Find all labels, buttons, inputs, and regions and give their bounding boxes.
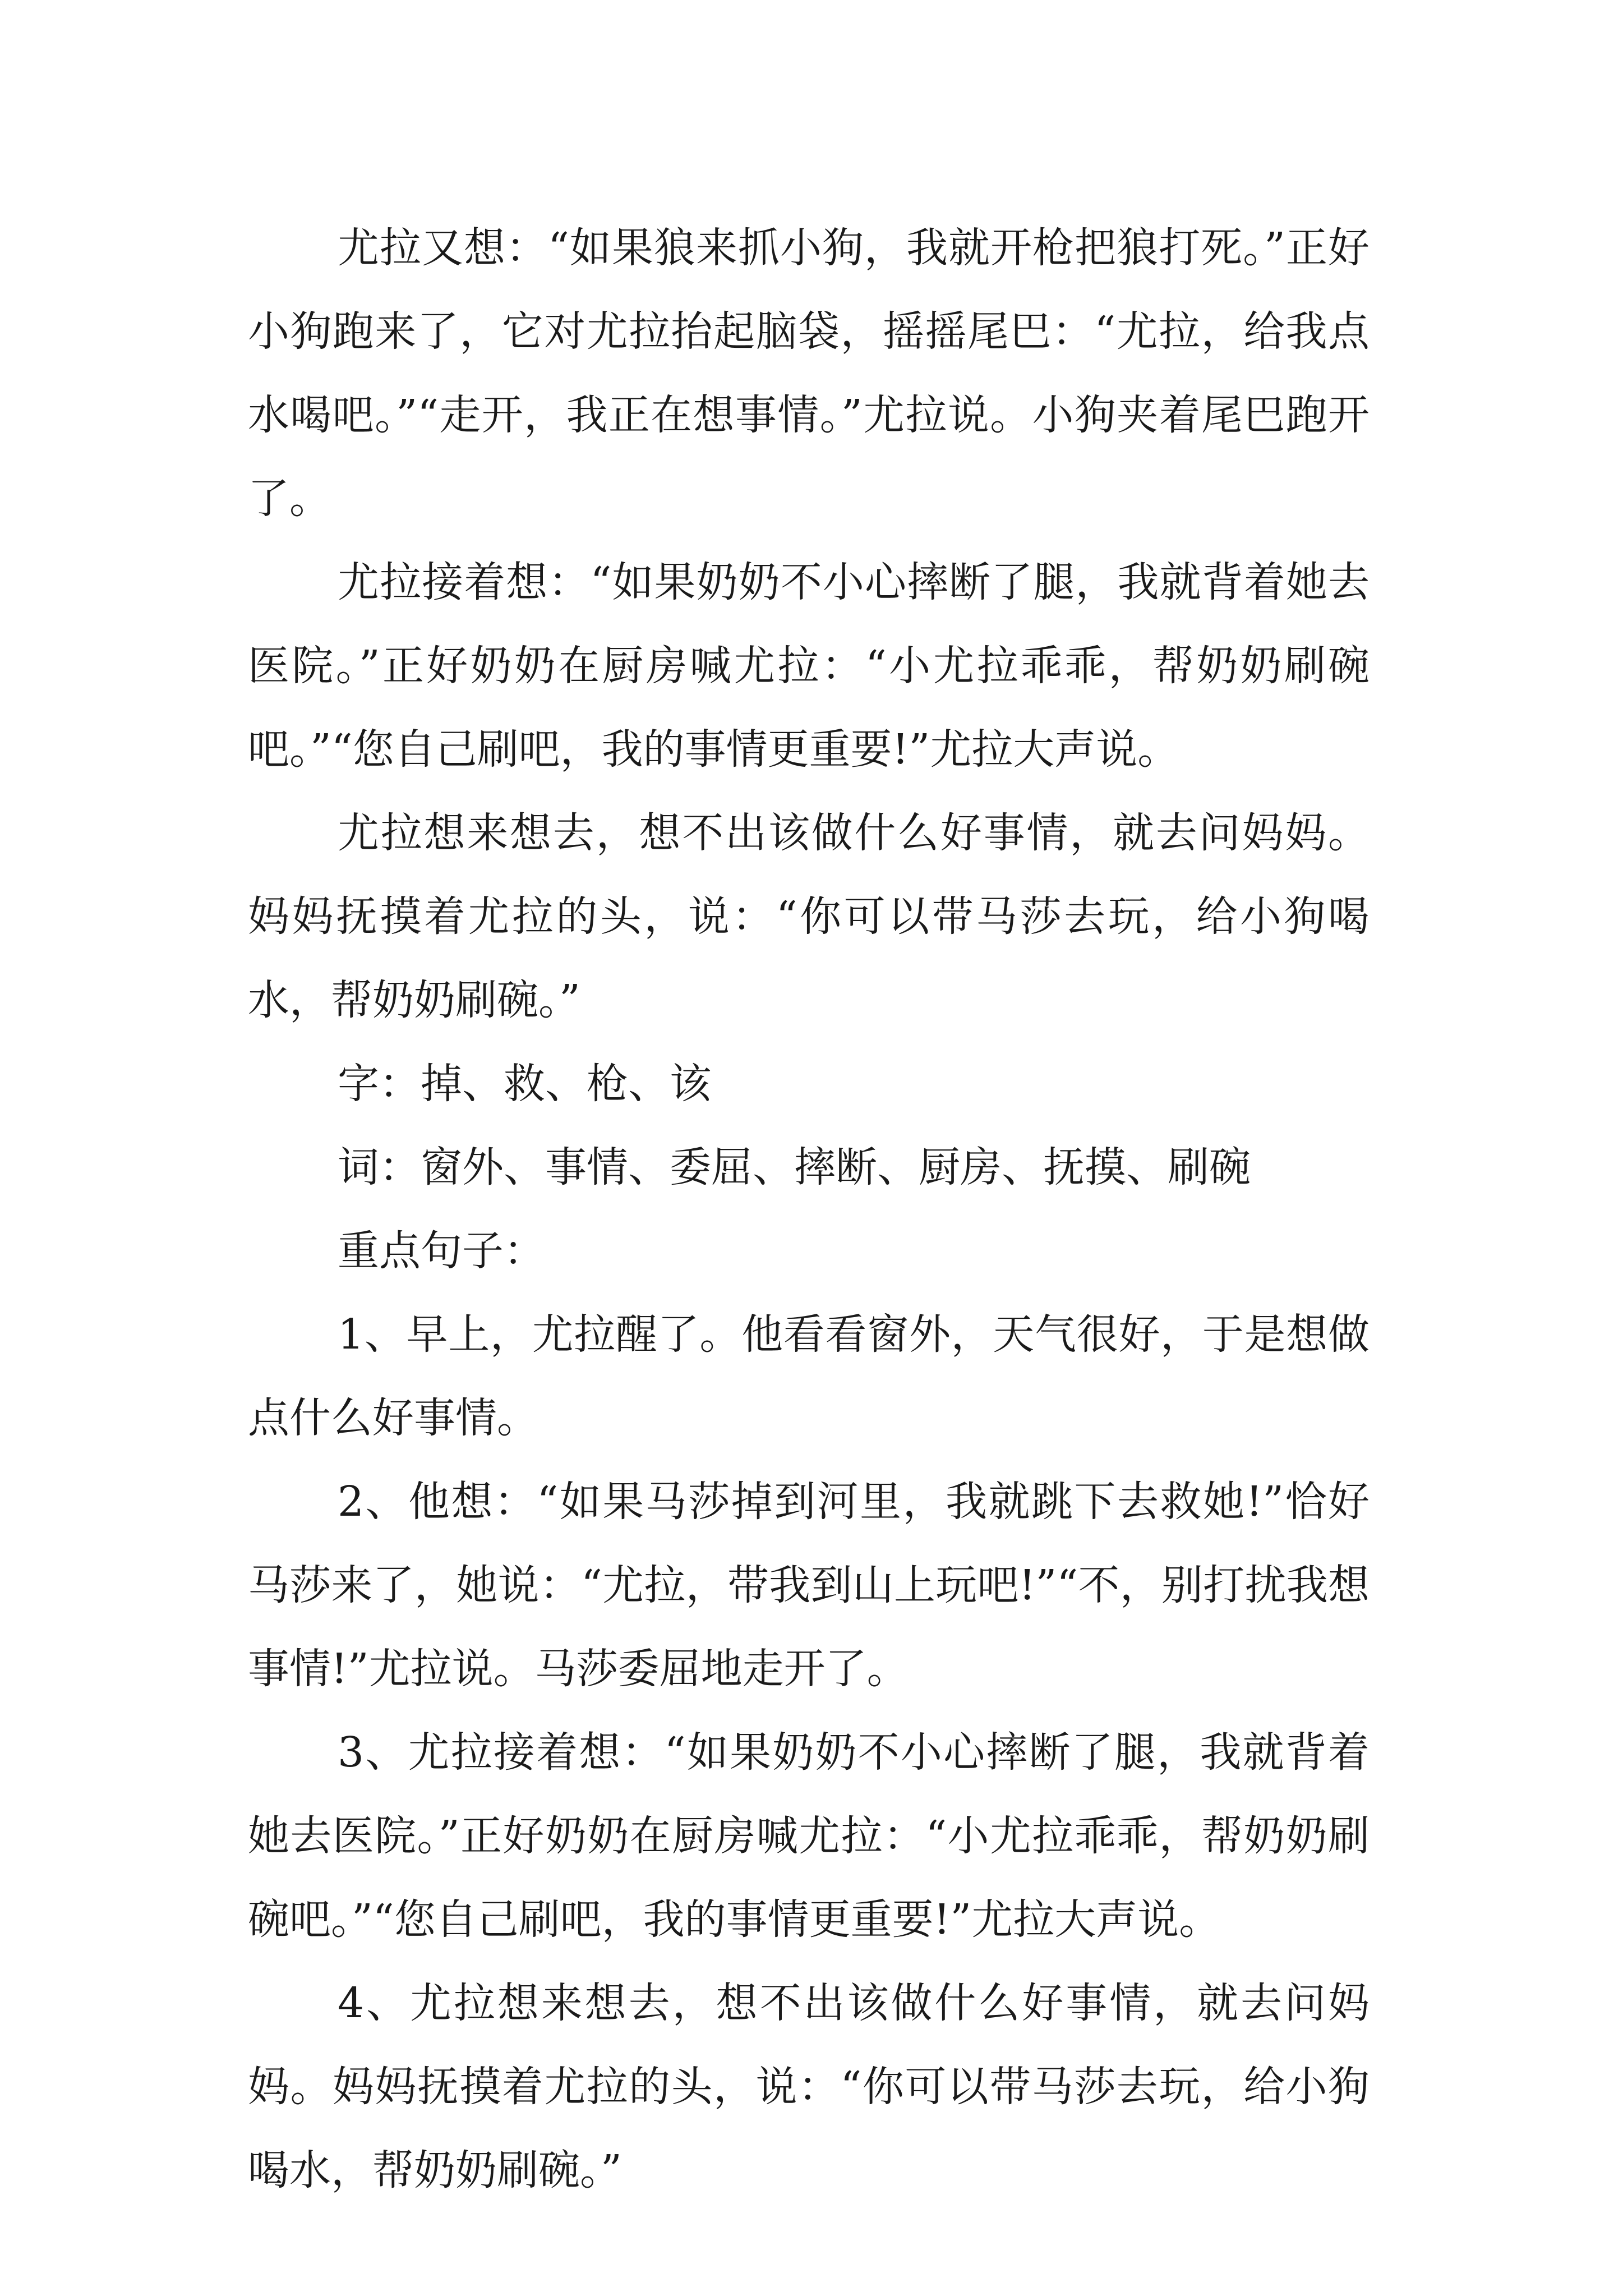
document-body	[248, 206, 1370, 2212]
key-sentence-4: 4、尤拉想来想去，想不出该做什么好事情，就去问妈妈。妈妈抚摸着尤拉的头，说：“你可以带马莎去玩，给小狗喝水，帮奶奶刷碗。”	[248, 1979, 1370, 2194]
words-list: 词：窗外、事情、委屈、摔断、厨房、抚摸、刷碗	[338, 1143, 1251, 1191]
key-sentence-1: 1、早上，尤拉醒了。他看看窗外，天气很好，于是想做点什么好事情。	[248, 1310, 1370, 1442]
paragraph-wolf-dog: 尤拉又想：“如果狼来抓小狗，我就开枪把狼打死。”正好小狗跑来了，它对尤拉抬起脑袋，摇摇尾巴：“尤拉，给我点水喝吧。”“走开，我正在想事情。”尤拉说。小狗夹着尾巴跑开了。	[248, 224, 1370, 523]
key-sentence-3: 3、尤拉接着想：“如果奶奶不小心摔断了腿，我就背着她去医院。”正好奶奶在厨房喊尤拉：“小尤拉乖乖，帮奶奶刷碗吧。”“您自己刷吧，我的事情更重要!”尤拉大声说。	[248, 1728, 1370, 1944]
key-sentence-2: 2、他想：“如果马莎掉到河里，我就跳下去救她!”恰好马莎来了，她说：“尤拉，带我到山上玩吧!”“不，别打扰我想事情!”尤拉说。马莎委屈地走开了。	[248, 1478, 1370, 1693]
characters-list: 字：掉、救、枪、该	[338, 1060, 711, 1108]
paragraph-ask-mom: 尤拉想来想去，想不出该做什么好事情，就去问妈妈。妈妈抚摸着尤拉的头，说：“你可以带马莎去玩，给小狗喝水，帮奶奶刷碗。”	[248, 809, 1370, 1024]
key-sentences-heading: 重点句子：	[338, 1227, 545, 1275]
paragraph-grandma: 尤拉接着想：“如果奶奶不小心摔断了腿，我就背着她去医院。”正好奶奶在厨房喊尤拉：“小尤拉乖乖，帮奶奶刷碗吧。”“您自己刷吧，我的事情更重要!”尤拉大声说。	[248, 558, 1370, 774]
